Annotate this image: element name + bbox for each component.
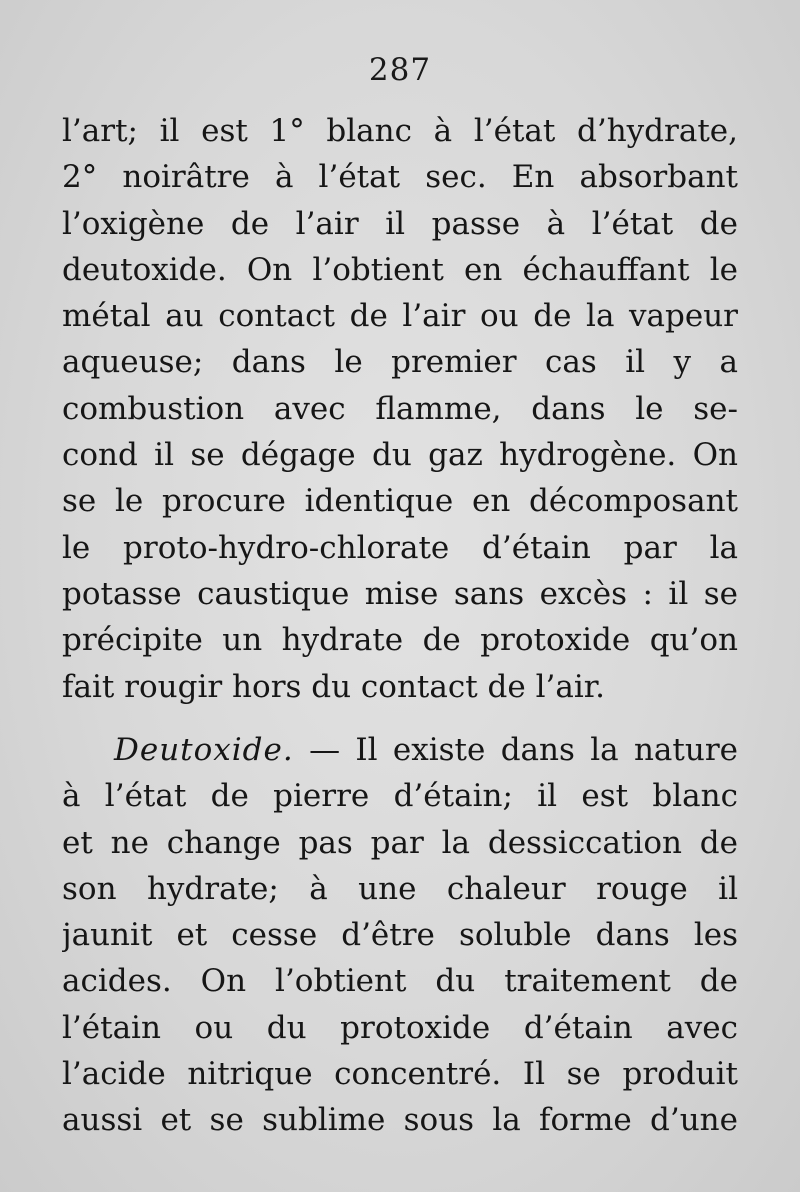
text-line: et ne change pas par la dessiccation de <box>62 824 738 861</box>
text-line: son hydrate; à une chaleur rouge il <box>62 870 738 907</box>
text-line: l’art; il est 1° blanc à l’état d’hydrate, <box>62 113 738 149</box>
text-line: acides. On l’obtient du traitement de <box>62 963 738 1000</box>
text-line: deutoxide. On l’obtient en échauffant le <box>62 251 738 288</box>
text-line: l’étain ou du protoxide d’étain avec <box>62 1009 738 1046</box>
text-line: jaunit et cesse d’être soluble dans les <box>62 917 738 954</box>
text-line: aussi et se sublime sous la forme d’une <box>62 1102 738 1139</box>
paragraph-1 <box>62 108 738 710</box>
text-line: le proto-hydro-chlorate d’étain par la <box>62 529 738 566</box>
text-line: à l’état de pierre d’étain; il est blanc <box>62 778 738 815</box>
text-line: combustion avec flamme, dans le se- <box>62 390 738 427</box>
text-line: précipite un hydrate de protoxide qu’on <box>62 622 738 659</box>
text-line: fait rougir hors du contact de l’air. <box>62 668 606 705</box>
text-line: métal au contact de l’air ou de la vapeur <box>62 298 738 335</box>
text-line: l’acide nitrique concentré. Il se produit <box>62 1056 738 1093</box>
paragraph-2 <box>62 727 738 1144</box>
heading-continuation: — Il existe dans la nature <box>293 732 738 768</box>
text-line-heading <box>62 727 738 773</box>
section-heading: Deutoxide. <box>114 732 294 768</box>
page-number: 287 <box>368 52 432 88</box>
text-line: se le procure identique en décomposant <box>62 483 738 520</box>
text-line: potasse caustique mise sans excès : il se <box>62 575 738 612</box>
text-line: 2° noirâtre à l’état sec. En absorbant <box>62 159 738 196</box>
text-line: cond il se dégage du gaz hydrogène. On <box>62 437 738 474</box>
text-line: aqueuse; dans le premier cas il y a <box>62 344 738 381</box>
text-line: l’oxigène de l’air il passe à l’état de <box>62 205 738 242</box>
